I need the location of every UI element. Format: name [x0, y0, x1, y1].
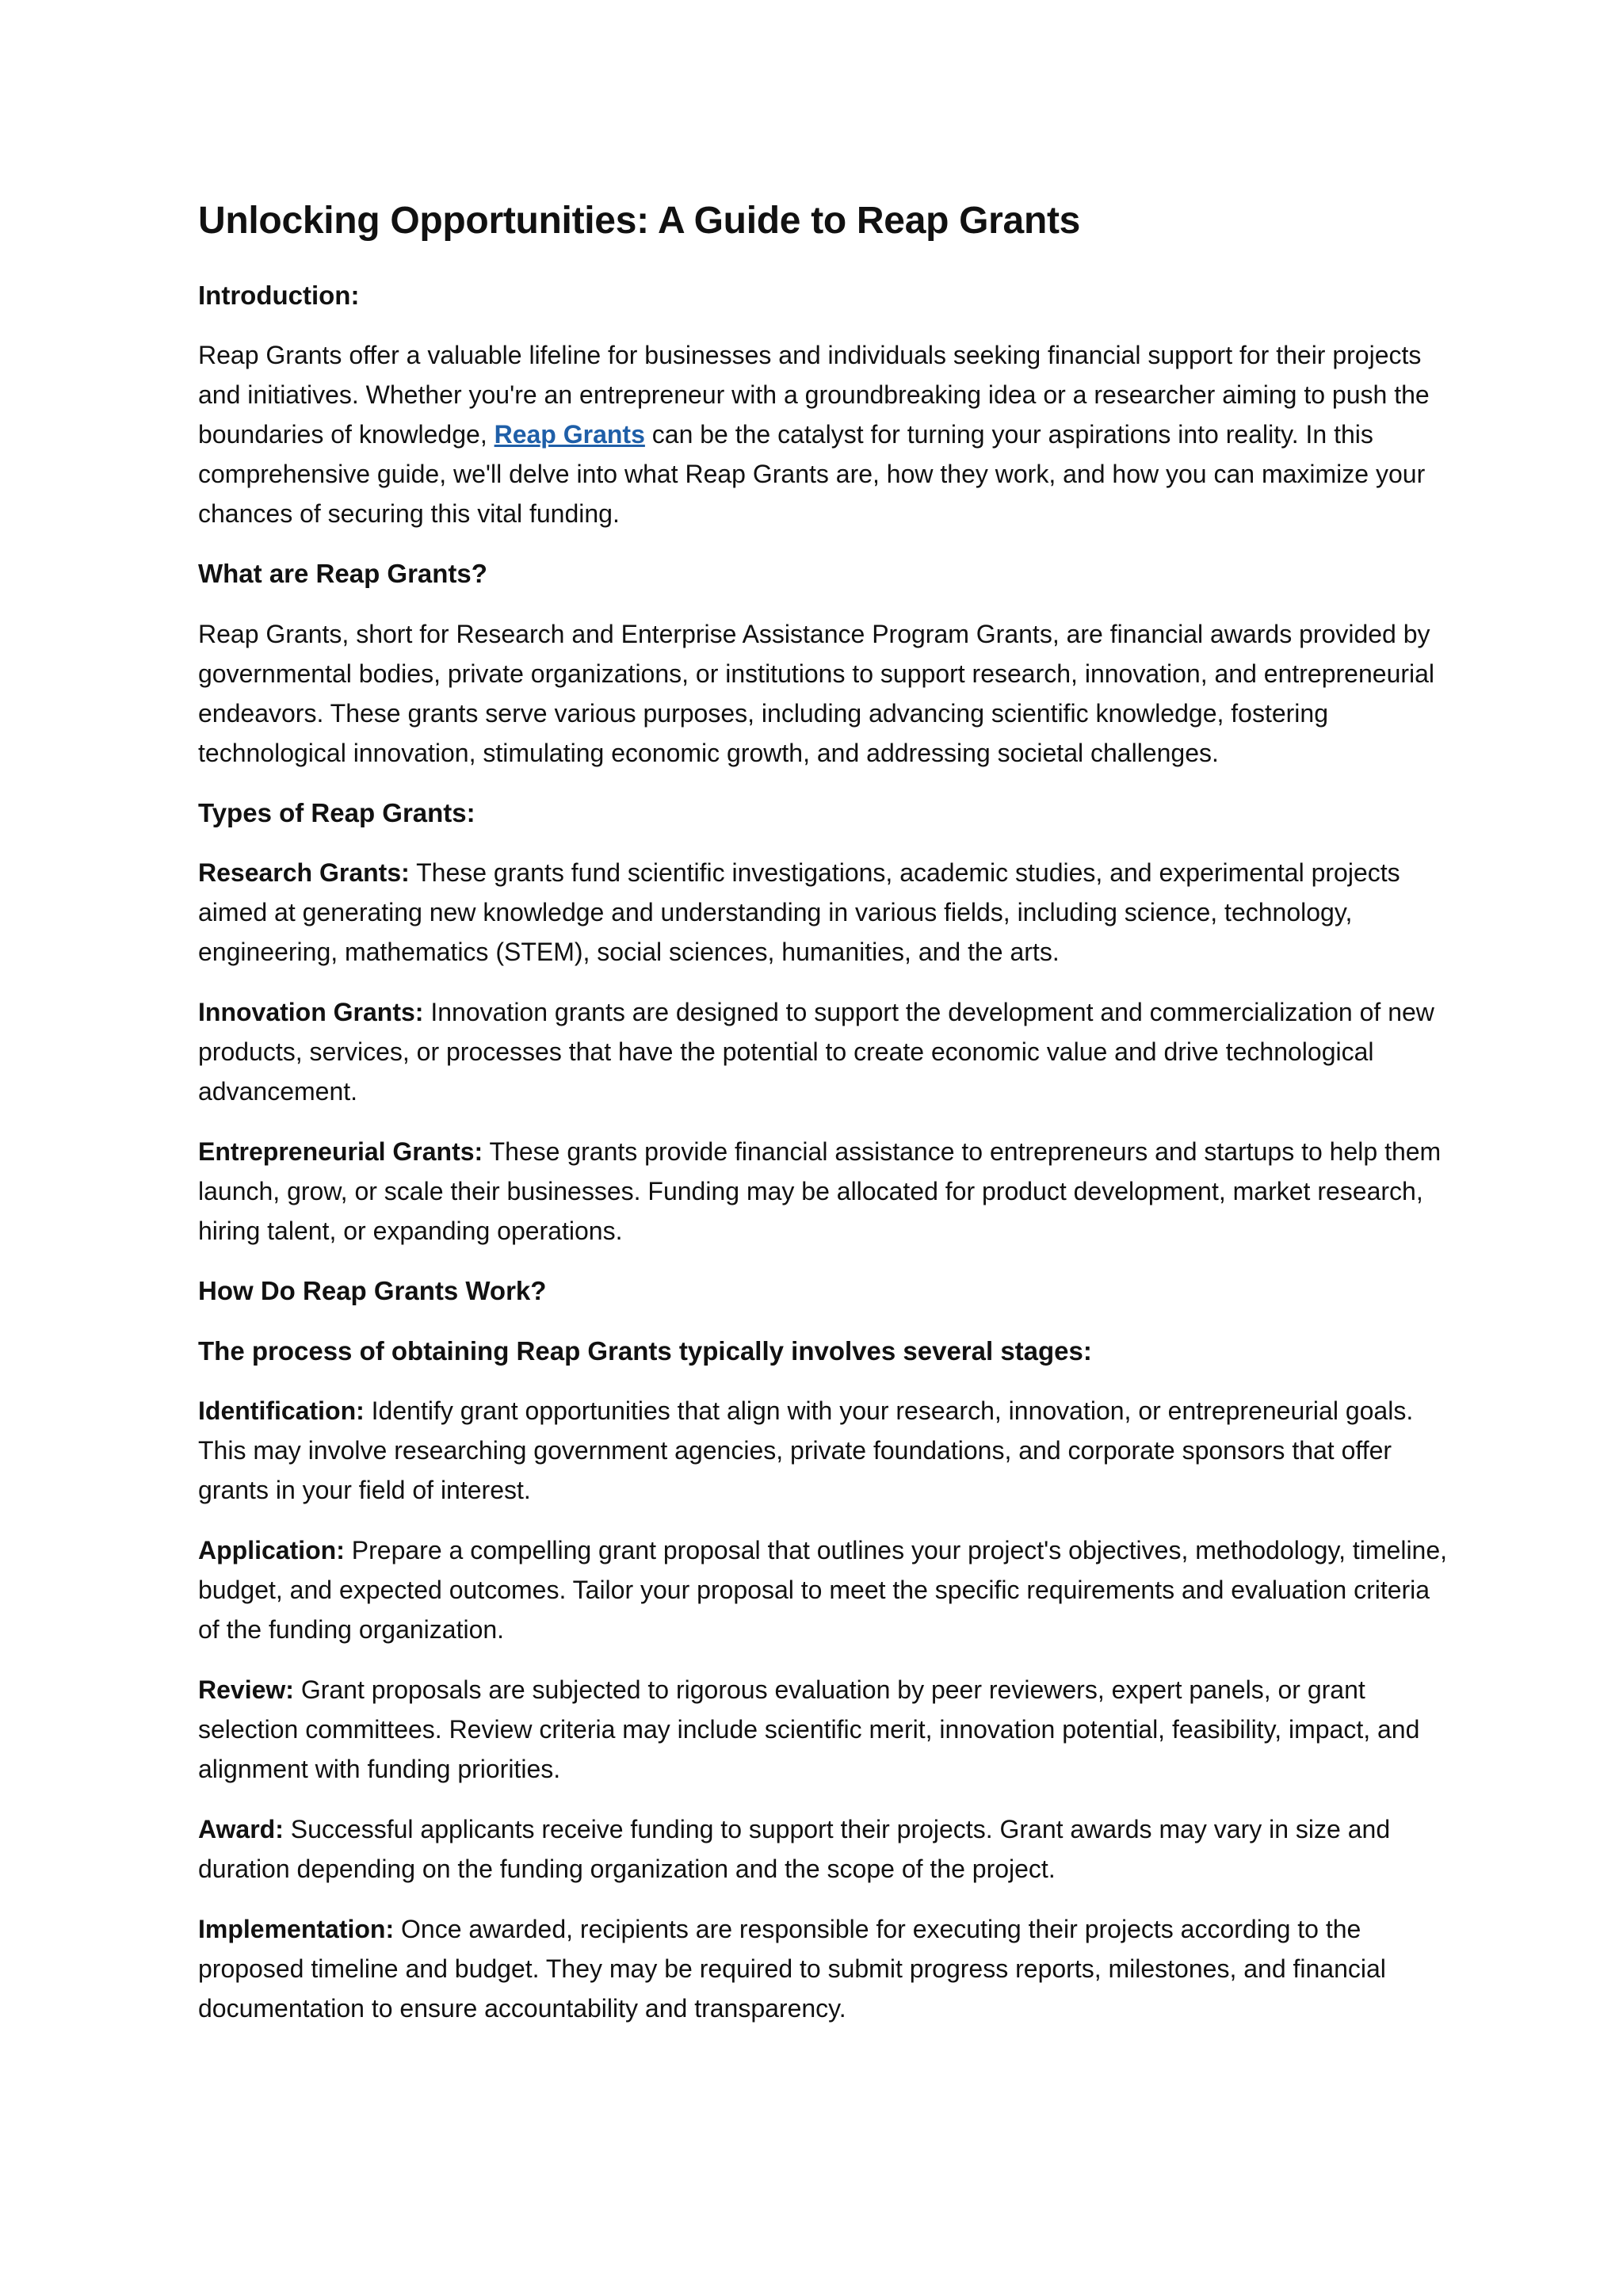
application-label: Application:	[198, 1536, 345, 1565]
entrepreneurial-grants-text: These grants provide financial assistance to entrepreneurs and startups to help them launch, grow, or scale their businesses. Funding may be allocated for product development, market research, hiring talent, or expanding operations.	[198, 1137, 1442, 1246]
implementation-text: Once awarded, recipients are responsible for executing their projects according to the proposed timeline and budget. They may be required to submit progress reports, milestones, and financial documentation to ensure accountability and transparency.	[198, 1915, 1386, 2023]
review-text: Grant proposals are subjected to rigorous evaluation by peer reviewers, expert panels, or grant selection committees. Review criteria may include scientific merit, innovation potential, feasibility, impact, and alignment with funding priorities.	[198, 1675, 1420, 1784]
page-title: Unlocking Opportunities: A Guide to Reap Grants	[198, 200, 1081, 242]
reap-grants-link[interactable]: Reap Grants	[494, 420, 645, 449]
how-subheading: The process of obtaining Reap Grants typically involves several stages:	[198, 1335, 1092, 1366]
award-paragraph	[198, 1809, 1450, 1889]
entrepreneurial-grants-label: Entrepreneurial Grants:	[198, 1137, 483, 1167]
implementation-paragraph	[198, 1909, 1450, 2028]
award-text: Successful applicants receive funding to support their projects. Grant awards may vary in size and duration depending on the funding organization and the scope of the project.	[198, 1815, 1391, 1884]
application-text: Prepare a compelling grant proposal that outlines your project's objectives, methodology, timeline, budget, and expected outcomes. Tailor your proposal to meet the specific requirements and evaluation criteria of the funding organization.	[198, 1536, 1448, 1645]
implementation-label: Implementation:	[198, 1915, 395, 1944]
research-grants-paragraph	[198, 853, 1450, 972]
research-grants-label: Research Grants:	[198, 858, 410, 888]
intro-heading: Introduction:	[198, 280, 360, 310]
identification-label: Identification:	[198, 1396, 365, 1426]
intro-text-before: Reap Grants offer a valuable lifeline for businesses and individuals seeking financial support for their projects and initiatives. Whether you're an entrepreneur with a groundbreaking idea or a researcher aiming to push the boundaries of knowledge,	[198, 341, 1430, 449]
innovation-grants-label: Innovation Grants:	[198, 998, 424, 1027]
application-paragraph	[198, 1530, 1450, 1649]
award-label: Award:	[198, 1815, 284, 1844]
identification-text: Identify grant opportunities that align with your research, innovation, or entrepreneurial goals. This may involve researching government agencies, private foundations, and corporate sponsors that offer grants in your field of interest.	[198, 1396, 1414, 1505]
types-heading: Types of Reap Grants:	[198, 797, 475, 827]
review-paragraph	[198, 1670, 1450, 1789]
innovation-grants-paragraph	[198, 992, 1450, 1111]
intro-text-after: can be the catalyst for turning your aspirations into reality. In this comprehensive guide, we'll delve into what Reap Grants are, how they work, and how you can maximize your chances of securing this vital funding.	[198, 420, 1426, 529]
identification-paragraph	[198, 1391, 1450, 1510]
document-page	[198, 198, 1450, 2049]
how-heading: How Do Reap Grants Work?	[198, 1276, 547, 1306]
intro-paragraph	[198, 335, 1450, 533]
review-label: Review:	[198, 1675, 294, 1705]
what-heading: What are Reap Grants?	[198, 559, 487, 589]
innovation-grants-text: Innovation grants are designed to support the development and commercialization of new products, services, or processes that have the potential to create economic value and drive technological advancement.	[198, 998, 1434, 1106]
entrepreneurial-grants-paragraph	[198, 1132, 1450, 1251]
research-grants-text: These grants fund scientific investigations, academic studies, and experimental projects aimed at generating new knowledge and understanding in various fields, including science, technology, engineering, mathematics (STEM), social sciences, humanities, and the arts.	[198, 858, 1400, 967]
what-paragraph: Reap Grants, short for Research and Enterprise Assistance Program Grants, are financial awards provided by governmental bodies, private organizations, or institutions to support research, innovation, and entrepreneurial endeavors. These grants serve various purposes, including advancing scientific knowledge, fostering technological innovation, stimulating economic growth, and addressing societal challenges.	[198, 619, 1435, 767]
